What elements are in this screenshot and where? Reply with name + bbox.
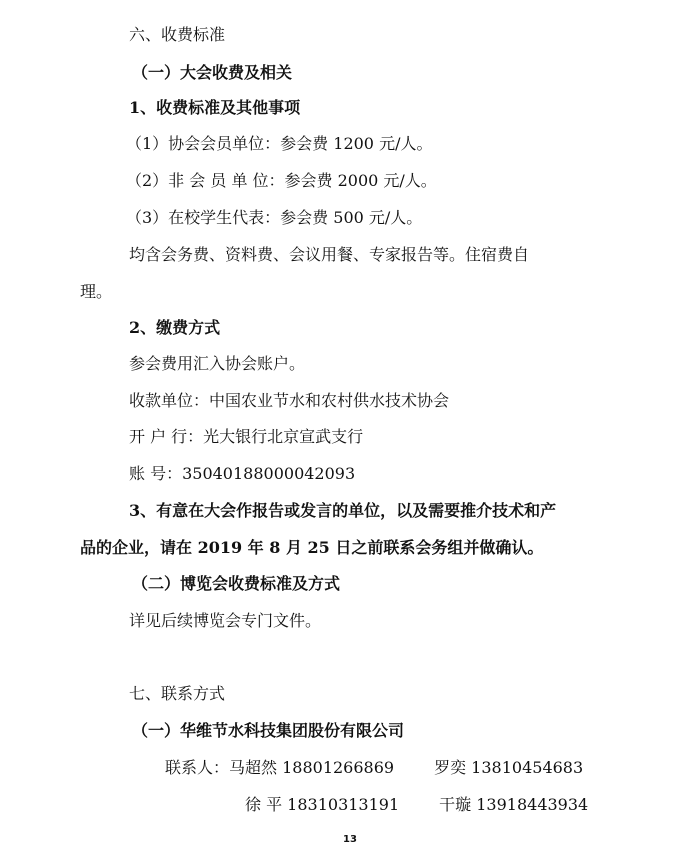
contact-row: [245, 794, 588, 816]
payee: 收款单位：中国农业节水和农村供水技术协会: [129, 391, 450, 410]
transfer-note: 参会费用汇入协会账户。: [129, 354, 306, 373]
item1-title: 1、收费标准及其他事项: [129, 98, 301, 117]
fee-member: （1）协会会员单位：参会费 1200 元/人。: [126, 134, 433, 153]
contact-prefix: 联系人：: [165, 758, 230, 777]
section6-title: 六、收费标准: [129, 25, 226, 44]
fee-nonmember: （2）非 会 员 单 位：参会费 2000 元/人。: [126, 171, 437, 190]
includes-line2: 理。: [80, 282, 113, 301]
subsection1-title: （一）大会收费及相关: [132, 63, 293, 82]
contact-person: 罗奕 13810454683: [434, 758, 584, 777]
includes-line1: 均含会务费、资料费、会议用餐、专家报告等。住宿费自: [129, 245, 530, 264]
contact-person: 干璇 13918443934: [439, 795, 589, 814]
contact-row: [165, 757, 583, 779]
contact-person: 马超然 18801266869: [229, 758, 395, 777]
item2-title: 2、缴费方式: [129, 318, 221, 337]
item3-line1: 3、有意在大会作报告或发言的单位，以及需要推介技术和产: [129, 501, 557, 520]
page-number: 13: [343, 834, 357, 845]
expo-note: 详见后续博览会专门文件。: [129, 611, 322, 630]
fee-student: （3）在校学生代表：参会费 500 元/人。: [126, 208, 423, 227]
section7-title: 七、联系方式: [129, 684, 226, 703]
account: 账 号：35040188000042093: [129, 464, 356, 483]
subsection2-title: （二）博览会收费标准及方式: [132, 574, 341, 593]
item3-line2: 品的企业，请在 2019 年 8 月 25 日之前联系会务组并做确认。: [80, 538, 544, 557]
contact-person: 徐 平 18310313191: [245, 795, 400, 814]
bank: 开 户 行：光大银行北京宣武支行: [129, 427, 364, 446]
org-name: （一）华维节水科技集团股份有限公司: [132, 721, 405, 740]
